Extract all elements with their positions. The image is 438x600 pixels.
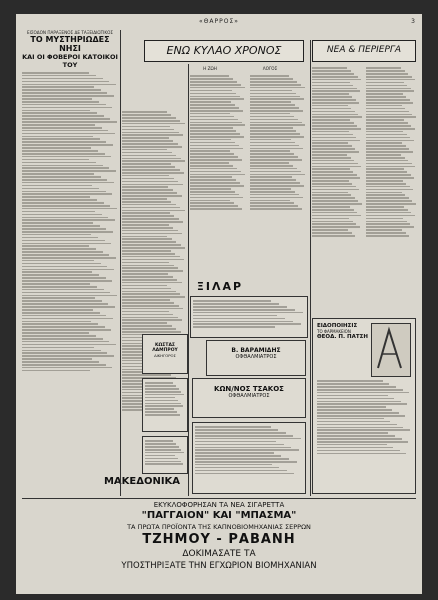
column-rule — [310, 40, 311, 496]
ad-box-1-text — [191, 297, 307, 338]
center-column-b-body — [250, 75, 306, 274]
page-number: 3 — [411, 18, 416, 25]
ad-varamidis — [206, 340, 306, 376]
pharmacy-notice-sub: ΤΟ ΦΑΡΜΑΚΕΙΟΝ — [317, 329, 351, 334]
article-headline-1: ΤΟ ΜΥΣΤΗΡΙΩΔΕΣ ΝΗΣΙ — [30, 35, 110, 53]
column-left — [22, 30, 118, 496]
ad-box-small-2-text — [143, 379, 187, 432]
ad-line-6: ΥΠΟΣΤΗΡΙΞΑΤΕ ΤΗΝ ΕΓΧΩΡΙΟΝ ΒΙΟΜΗΧΑΝΙΑΝ — [121, 561, 317, 571]
ad-pharmacy-patsis — [312, 318, 416, 494]
ad-box-4 — [192, 422, 306, 494]
lambrou-name: ΚΩΣΤΑΣ ΛΑΜΠΡΟΥ — [152, 343, 178, 353]
ad-box-1 — [190, 296, 308, 338]
varamidis-title: ΟΦΘΑΛΜΙΑΤΡΟΣ — [235, 354, 277, 360]
newspaper-title: «ΘΑΡΡΟΣ» — [199, 18, 239, 25]
running-head — [16, 18, 422, 28]
lambrou-title: ΔΙΚΗΓΟΡΟΣ — [154, 353, 176, 358]
bottom-ad-rule — [22, 498, 416, 499]
column-rule — [188, 64, 189, 496]
ad-line-1: ΕΚΥΚΛΟΦΟΡΗΣΑΝ ΤΑ ΝΕΑ ΣΙΓΑΡΕΤΤΑ — [153, 501, 285, 509]
ad-line-3: ΤΑ ΠΡΩΤΑ ΠΡΟΪΟΝΤΑ ΤΗΣ ΚΑΠΝΟΒΙΟΜΗΧΑΝΙΑΣ ΣΕΡΡΩΝ — [127, 523, 311, 531]
right-column-a — [312, 66, 362, 316]
ad-box-small-2 — [142, 378, 188, 432]
center-column-b — [250, 74, 306, 274]
article-body — [22, 72, 118, 496]
ad-box-small-3-text — [143, 437, 187, 474]
right-column-a-body — [312, 67, 362, 316]
pharmacy-owner-name: ΘΕΟΔ. Π. ΠΑΤΣΗ — [317, 334, 368, 340]
tsakos-name: ΚΩΝ/ΝΟΣ ΤΣΑΚΟΣ — [214, 385, 284, 393]
ad-line-2: "ΠΑΓΓΑΙΟΝ" ΚΑΙ "ΜΠΑΣΜΑ" — [141, 510, 297, 521]
article-kicker: ΕΙΣΟΔΟΝ ΠΑΡΑΞΕΝΟΣ ΔΕ ΤΑΞΕΙΔΙΩΤΙΚΟΣ — [26, 30, 114, 35]
ad-tsakos — [192, 378, 306, 418]
ad-line-5: ΔΟΚΙΜΑΣΑΤΕ ΤΑ — [182, 549, 256, 559]
right-column-b-body — [366, 67, 416, 316]
tsakos-title: ΟΦΘΑΛΜΙΑΤΡΟΣ — [228, 393, 270, 399]
center-banner: ΕΝΩ ΚΥΛΑΟ ΧΡΟΝΟΣ — [144, 40, 304, 62]
ad-box-4-text — [193, 423, 305, 494]
center-subhead-right: ΛΟΓΟΣ — [262, 66, 278, 71]
column-rule — [120, 30, 121, 496]
pharmacy-emblem-icon — [371, 323, 411, 377]
makedonika-heading: ΜΑΚΕΔΟΝΙΚΑ — [103, 476, 181, 487]
center-subhead-left: Η ΖΩΗ — [203, 66, 217, 71]
right-banner: ΝΕΑ & ΠΕΡΙΕΡΓΑ — [312, 40, 416, 62]
center-column-a — [190, 74, 246, 274]
pharmacy-notice-head: ΕΙΔΟΠΟΙΗΣΙΣ — [317, 323, 358, 329]
xilap-heading: ΞΙΛΑΡ — [196, 280, 244, 293]
ad-line-4: ΤΖΗΜΟΥ - ΡΑΒΑΝΗ — [142, 532, 296, 547]
ad-box-small-3 — [142, 436, 188, 474]
varamidis-name: Β. ΒΑΡΑΜΙΔΗΣ — [231, 347, 281, 354]
right-column-b — [366, 66, 416, 316]
bottom-cigarette-ad — [22, 500, 416, 592]
pharmacy-ad-text — [317, 379, 411, 491]
ad-lambrou — [142, 334, 188, 374]
center-column-a-body — [190, 75, 246, 274]
article-headline-2: ΚΑΙ ΟΙ ΦΟΒΕΡΟΙ ΚΑΤΟΙΚΟΙ ΤΟΥ — [22, 53, 118, 69]
newspaper-page — [16, 14, 422, 594]
